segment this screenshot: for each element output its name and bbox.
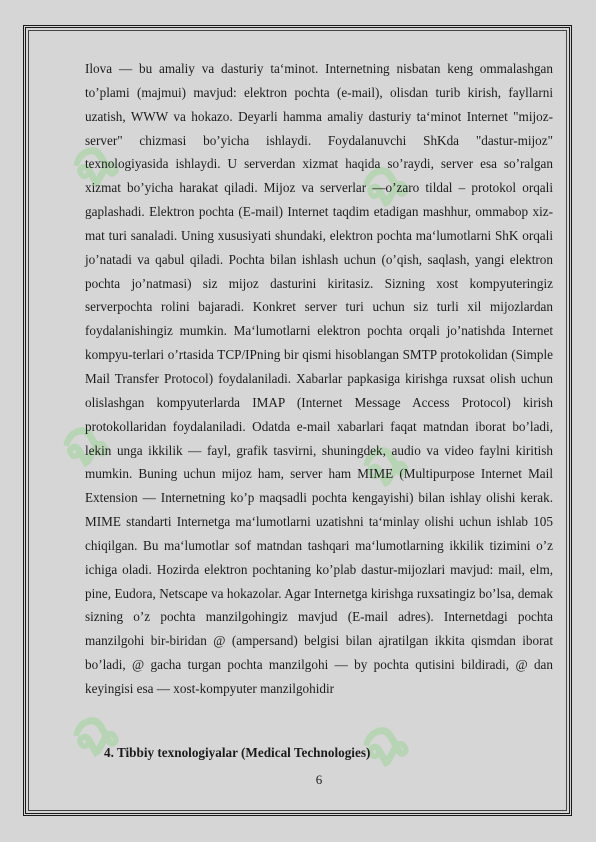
page-number: 6 — [315, 772, 323, 787]
watermark-logo: ฉ — [345, 697, 424, 786]
watermark-logo: ฉ — [45, 397, 124, 486]
watermark-logo: ฉ — [55, 687, 134, 776]
body-paragraph: Ilova — bu amaliy va dasturiy ta‘minot. Internetning nisbatan keng ommalashgan to’plami (majmui) mavjud: elektron pochta (e-mail), olisdan turib kirish, fayllarni uzatish, WWW va hokazo. Deyarli hamma amaliy dasturiy ta‘minot Internet "mijoz-server" chizmasi bo’yicha ishlaydi. Foydalanuvchi ShKda "dastur-mijoz" texnologiyasida ishlaydi. U serverdan xizmat haqida so’raydi, server esa so’ralgan xizmat bo’yicha harakat qiladi. Mijoz va serverlar —o’zaro tildal – protokol orqali gaplashadi. Elektron pochta (E-mail) Internet taqdim etadigan mashhur, ommabop xiz-mat turi sanaladi. Uning xususiyati shundaki, elektron pochta ma‘lumotlarni ShK orqali jo’natadi va qabul qiladi. Pochta bilan ishlash uchun (o’qish, saqlash, yangi elektron pochta jo’natmasi) siz mijoz dasturini kiritasiz. Sizning xost kompyuteringiz serverpochta rolini bajaradi. Konkret server turi uchun siz turli xil mijozlardan foydalanishingiz mumkin. Ma‘lumotlarni elektron pochta orqali jo’natishda Internet kompyu-terlari o’rtasida TCP/IPning bir qismi hisoblangan SMTP protokolidan (Simple Mail Transfer Protocol) foydalaniladi. Xabarlar papkasiga kirishga ruxsat olish uchun olislashgan kompyuterlarda IMAP (Internet Message Access Protocol) kirish protokollaridan foydalaniladi. Odatda e-mail xabarlari faqat matndan iborat bo’ladi, lekin unga ikkilik — fayl, grafik tasvirni, shuningdek, audio va video faylni kiritish mumkin. Buning uchun mijoz ham, server ham MIME (Multipurpose Internet Mail Extension — Internetning ko’p maqsadli pochta kengayishi) bilan ishlay olishi kerak. MIME standarti Internetga ma‘lumotlarni uzatishni ta‘minlay olishi uchun ishlab 105 chiqilgan. Bu ma‘lumotlar sof matndan tashqari ma‘lumotlarning ikkilik tizimini o’z ichiga oladi. Hozirda elektron pochtaning ko’plab dastur-mijozlari mavjud: mail, elm, pine, Eudora, Netscape va hokazolar. Agar Internetga kirishga ruxsatingiz bo’lsa, demak sizning o’z pochta manzilgohingiz mavjud (E-mail adres). Internetdagi pochta manzilgohi bir-biridan @ (ampersand) belgisi bilan ajratilgan ikkita qismdan iborat bo’ladi, @ gacha turgan pochta manzilgohi — by pochta qutisini bildiradi, @ dan keyingisi esa — xost-kompyuter manzilgohidir — [85, 61, 553, 696]
watermark-logo: ฉ — [345, 137, 424, 226]
watermark-logo: ฉ — [345, 417, 424, 506]
section-heading: 4. Tibbiy texnologiyalar (Medical Technologies) — [104, 745, 371, 760]
watermark-logo: ฉ — [55, 117, 134, 206]
